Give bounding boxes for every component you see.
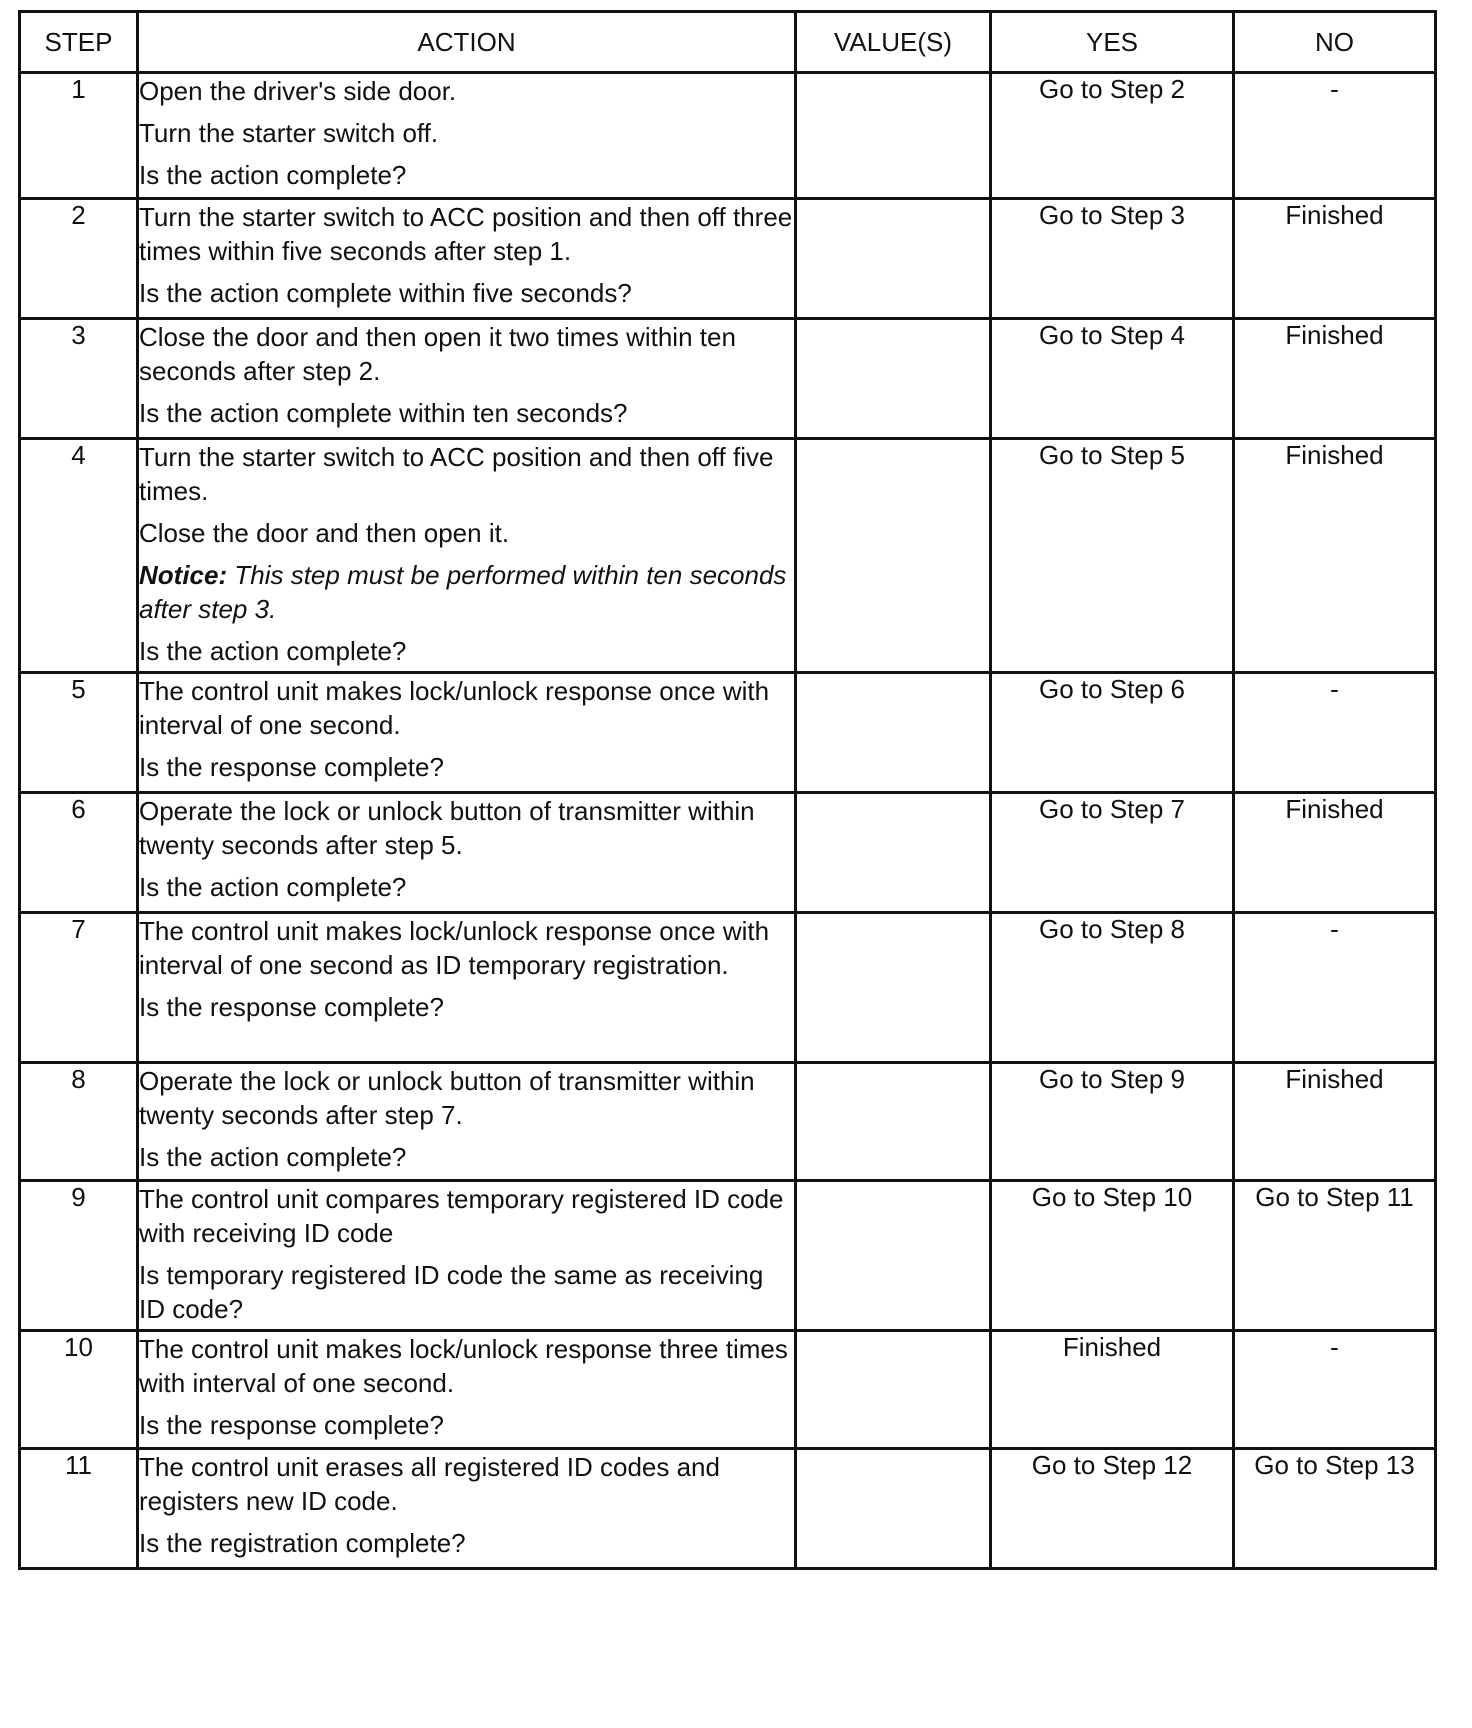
- table-row: [20, 199, 1436, 319]
- action-cell: [138, 1181, 796, 1331]
- no-cell: Finished: [1234, 793, 1436, 913]
- no-cell: -: [1234, 73, 1436, 199]
- values-header: VALUE(S): [796, 12, 991, 73]
- step-number: 9: [20, 1181, 138, 1331]
- action-header: ACTION: [138, 12, 796, 73]
- yes-cell: Go to Step 10: [991, 1181, 1234, 1331]
- action-cell: [138, 199, 796, 319]
- action-cell: [138, 73, 796, 199]
- value-cell: [796, 793, 991, 913]
- no-cell: -: [1234, 1331, 1436, 1449]
- table-row: [20, 793, 1436, 913]
- action-cell: [138, 913, 796, 1063]
- diagnostic-steps-table: [18, 10, 1437, 1570]
- action-cell: [138, 673, 796, 793]
- yes-header: YES: [991, 12, 1234, 73]
- action-line: The control unit makes lock/unlock response three times with interval of one second.: [139, 1334, 788, 1398]
- action-question: Is the registration complete?: [139, 1528, 466, 1558]
- action-line: Turn the starter switch to ACC position and then off five times.: [139, 442, 774, 506]
- value-cell: [796, 1181, 991, 1331]
- action-question: Is the action complete within ten seconds?: [139, 398, 628, 428]
- action-cell: [138, 793, 796, 913]
- step-number: 7: [20, 913, 138, 1063]
- table-row: [20, 1331, 1436, 1449]
- notice: [139, 558, 794, 626]
- action-question: Is the response complete?: [139, 752, 444, 782]
- yes-cell: Go to Step 12: [991, 1449, 1234, 1569]
- action-line: Operate the lock or unlock button of transmitter within twenty seconds after step 7.: [139, 1066, 755, 1130]
- step-number: 2: [20, 199, 138, 319]
- action-cell: [138, 1449, 796, 1569]
- action-cell: [138, 319, 796, 439]
- no-cell: -: [1234, 673, 1436, 793]
- step-number: 10: [20, 1331, 138, 1449]
- value-cell: [796, 1449, 991, 1569]
- yes-cell: Go to Step 3: [991, 199, 1234, 319]
- no-cell: Finished: [1234, 319, 1436, 439]
- notice-text: This step must be performed within ten seconds after step 3.: [139, 560, 787, 624]
- yes-cell: Go to Step 6: [991, 673, 1234, 793]
- action-line: The control unit makes lock/unlock response once with interval of one second as ID temporary registration.: [139, 916, 770, 980]
- no-cell: Finished: [1234, 1063, 1436, 1181]
- action-question: Is the action complete?: [139, 872, 407, 902]
- no-cell: Finished: [1234, 199, 1436, 319]
- yes-cell: Go to Step 4: [991, 319, 1234, 439]
- action-question: Is the action complete?: [139, 160, 407, 190]
- action-line: The control unit makes lock/unlock response once with interval of one second.: [139, 676, 770, 740]
- action-line: Turn the starter switch off.: [139, 118, 439, 148]
- action-line: Close the door and then open it two times within ten seconds after step 2.: [139, 322, 736, 386]
- document-page: [18, 10, 1434, 1570]
- action-cell: [138, 439, 796, 673]
- value-cell: [796, 199, 991, 319]
- table-row: [20, 913, 1436, 1063]
- yes-cell: Finished: [991, 1331, 1234, 1449]
- table-row: [20, 1449, 1436, 1569]
- table-row: [20, 1063, 1436, 1181]
- action-line: Operate the lock or unlock button of transmitter within twenty seconds after step 5.: [139, 796, 755, 860]
- action-cell: [138, 1063, 796, 1181]
- yes-cell: Go to Step 2: [991, 73, 1234, 199]
- step-number: 5: [20, 673, 138, 793]
- action-line: The control unit compares temporary registered ID code with receiving ID code: [139, 1184, 784, 1248]
- yes-cell: Go to Step 7: [991, 793, 1234, 913]
- step-number: 4: [20, 439, 138, 673]
- no-cell: Go to Step 11: [1234, 1181, 1436, 1331]
- no-cell: Finished: [1234, 439, 1436, 673]
- value-cell: [796, 913, 991, 1063]
- notice-label: Notice:: [139, 560, 228, 590]
- action-question: Is temporary registered ID code the same as receiving ID code?: [139, 1260, 764, 1324]
- value-cell: [796, 73, 991, 199]
- action-question: Is the action complete within five seconds?: [139, 278, 632, 308]
- step-number: 11: [20, 1449, 138, 1569]
- table-row: [20, 319, 1436, 439]
- table-row: [20, 439, 1436, 673]
- action-line: The control unit erases all registered ID codes and registers new ID code.: [139, 1452, 720, 1516]
- action-line: Close the door and then open it.: [139, 518, 510, 548]
- yes-cell: Go to Step 5: [991, 439, 1234, 673]
- step-number: 6: [20, 793, 138, 913]
- step-number: 8: [20, 1063, 138, 1181]
- no-header: NO: [1234, 12, 1436, 73]
- value-cell: [796, 1063, 991, 1181]
- value-cell: [796, 1331, 991, 1449]
- action-question: Is the response complete?: [139, 1410, 444, 1440]
- value-cell: [796, 439, 991, 673]
- action-cell: [138, 1331, 796, 1449]
- no-cell: Go to Step 13: [1234, 1449, 1436, 1569]
- action-question: Is the action complete?: [139, 1142, 407, 1172]
- header-row: [20, 12, 1436, 73]
- step-number: 1: [20, 73, 138, 199]
- action-question: Is the response complete?: [139, 992, 444, 1022]
- action-question: Is the action complete?: [139, 636, 407, 666]
- action-line: Open the driver's side door.: [139, 76, 457, 106]
- value-cell: [796, 319, 991, 439]
- table-row: [20, 73, 1436, 199]
- yes-cell: Go to Step 8: [991, 913, 1234, 1063]
- no-cell: -: [1234, 913, 1436, 1063]
- table-row: [20, 673, 1436, 793]
- table-row: [20, 1181, 1436, 1331]
- yes-cell: Go to Step 9: [991, 1063, 1234, 1181]
- step-number: 3: [20, 319, 138, 439]
- action-line: Turn the starter switch to ACC position and then off three times within five seconds after step 1.: [139, 202, 793, 266]
- step-header: STEP: [20, 12, 138, 73]
- value-cell: [796, 673, 991, 793]
